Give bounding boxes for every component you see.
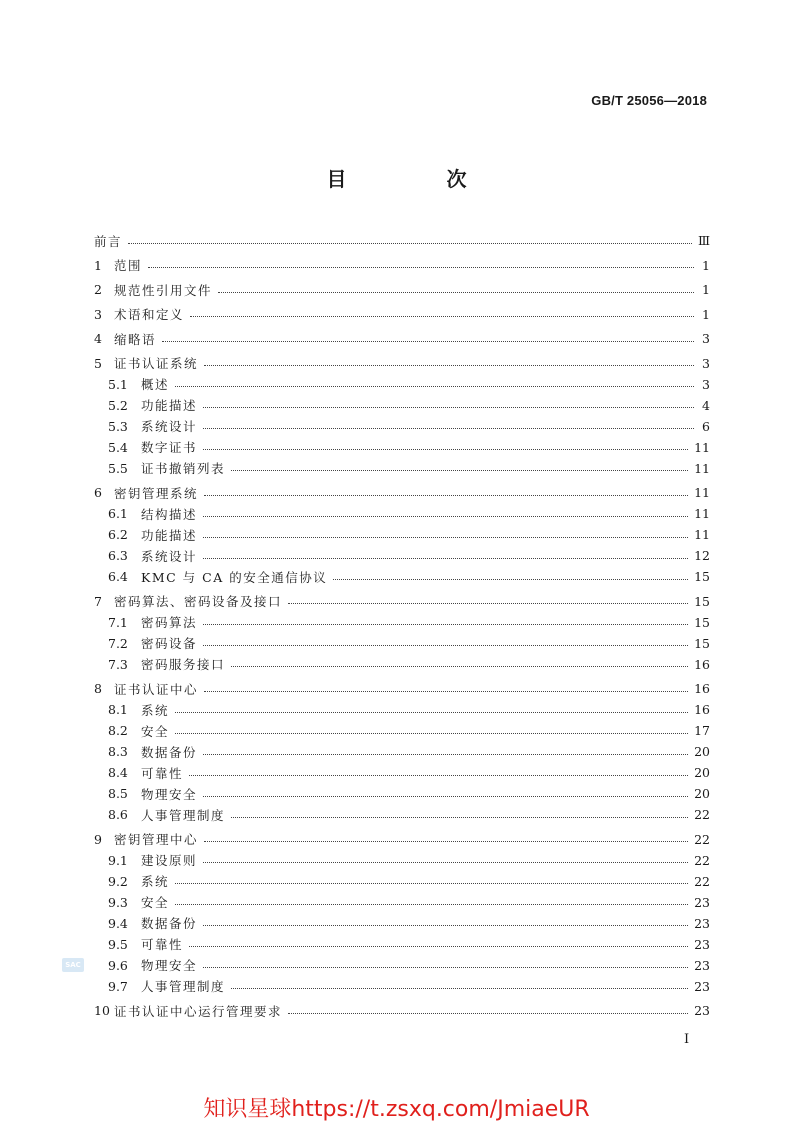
toc-entry-number: 7 — [94, 593, 102, 609]
toc-entry-number: 8.3 — [108, 744, 128, 759]
toc-entry-number: 9 — [94, 831, 102, 847]
toc-entry[interactable] — [94, 503, 710, 524]
toc-entry-label — [108, 568, 327, 586]
toc-entry[interactable] — [94, 720, 710, 741]
dot-leader — [175, 903, 688, 905]
dot-leader — [231, 987, 688, 989]
dot-leader — [203, 557, 688, 559]
toc-entry-page: 20 — [694, 744, 710, 759]
toc-entry-title: 人事管理制度 — [141, 807, 226, 823]
toc-entry[interactable] — [94, 783, 710, 804]
dot-leader — [190, 315, 694, 317]
toc-entry-label — [94, 830, 198, 848]
toc-entry-title: 功能描述 — [141, 527, 198, 543]
toc-entry-number: 6.2 — [108, 527, 128, 542]
toc-entry[interactable] — [94, 416, 710, 437]
toc-entry-page: 15 — [694, 614, 710, 630]
toc-entry-title: KMC 与 CA 的安全通信协议 — [141, 569, 328, 585]
toc-entry-number: 7.3 — [108, 656, 128, 672]
toc-entry-page: 3 — [702, 331, 710, 346]
toc-entry[interactable] — [94, 1000, 710, 1021]
toc-entry[interactable] — [94, 524, 710, 545]
toc-entry[interactable] — [94, 892, 710, 913]
toc-entry[interactable] — [94, 279, 710, 300]
dot-leader — [204, 690, 688, 692]
toc-entry-page: 12 — [694, 548, 710, 563]
toc-entry-page: 23 — [694, 957, 710, 973]
dot-leader — [128, 242, 692, 244]
dot-leader — [175, 732, 688, 734]
toc-entry[interactable] — [94, 804, 710, 825]
toc-entry-page: 15 — [694, 635, 710, 651]
toc-entry-number: 6.4 — [108, 569, 128, 584]
toc-entry-title: 系统 — [141, 702, 170, 718]
toc-entry-page: 22 — [694, 873, 710, 889]
toc-entry-label — [94, 680, 198, 698]
toc-entry[interactable] — [94, 699, 710, 720]
toc-entry[interactable] — [94, 741, 710, 762]
toc-entry-title: 结构描述 — [141, 506, 198, 522]
toc-entry-title: 规范性引用文件 — [114, 282, 213, 298]
dot-leader — [203, 966, 688, 968]
toc-entry[interactable] — [94, 304, 710, 325]
toc-entry[interactable] — [94, 913, 710, 934]
toc-entry-number: 9.3 — [108, 894, 128, 910]
toc-entry-label — [108, 526, 197, 544]
toc-entry-label — [108, 634, 197, 652]
toc-entry-label — [94, 1002, 282, 1020]
toc-entry-title: 密钥管理中心 — [114, 832, 199, 847]
toc-entry-page: 22 — [694, 807, 710, 822]
toc-entry[interactable] — [94, 230, 710, 251]
toc-entry[interactable] — [94, 612, 710, 633]
toc-entry[interactable] — [94, 976, 710, 997]
toc-entry-label — [108, 375, 169, 393]
toc-entry[interactable] — [94, 458, 710, 479]
toc-entry-page: 23 — [694, 978, 710, 994]
toc-entry-page: 11 — [694, 439, 710, 455]
toc-entry[interactable] — [94, 678, 710, 699]
toc-entry[interactable] — [94, 374, 710, 395]
toc-entry-page: 1 — [702, 306, 710, 322]
standard-code: GB/T 25056—2018 — [591, 93, 707, 108]
toc-entry-page: 16 — [694, 681, 710, 696]
toc-entry-title: 证书认证中心 — [114, 681, 199, 697]
toc-entry-label — [94, 592, 282, 610]
toc-entry-page: 15 — [694, 593, 710, 609]
toc-entry[interactable] — [94, 482, 710, 503]
dot-leader — [231, 665, 688, 667]
toc-entry[interactable] — [94, 934, 710, 955]
dot-leader — [203, 406, 694, 408]
toc-entry-title: 密码设备 — [141, 636, 198, 651]
dot-leader — [162, 340, 694, 342]
toc-entry-label — [108, 893, 169, 911]
toc-entry-label — [108, 806, 225, 824]
dot-leader — [203, 448, 688, 450]
toc-entry-number: 8 — [94, 681, 102, 696]
toc-entry[interactable] — [94, 654, 710, 675]
toc-entry-page: 23 — [694, 936, 710, 952]
toc-entry-page: 22 — [694, 852, 710, 868]
toc-entry-title: 系统设计 — [141, 548, 198, 564]
toc-entry-title: 证书认证中心运行管理要求 — [114, 1003, 283, 1019]
toc-entry-page: 4 — [702, 397, 710, 413]
toc-entry-title: 前言 — [94, 233, 123, 249]
toc-entry-label — [94, 484, 198, 502]
toc-entry-label — [94, 354, 198, 372]
toc-entry[interactable] — [94, 437, 710, 458]
toc-entry-number: 5.4 — [108, 439, 128, 455]
toc-entry-number: 9.6 — [108, 957, 128, 973]
toc-entry-label — [108, 935, 183, 953]
dot-leader — [203, 753, 688, 755]
toc-entry-title: 缩略语 — [114, 331, 157, 347]
toc-entry-title: 物理安全 — [141, 786, 198, 802]
toc-entry-page: 16 — [694, 702, 710, 717]
toc-entry-number: 7.2 — [108, 635, 128, 651]
toc-entry-label — [94, 256, 142, 274]
toc-entry-title: 证书认证系统 — [114, 356, 199, 371]
toc-entry-page: 11 — [694, 460, 710, 476]
toc-entry-page: 15 — [694, 569, 710, 584]
dot-leader — [288, 602, 688, 604]
toc-entry-number: 5.5 — [108, 460, 128, 476]
toc-entry-title: 数字证书 — [141, 440, 198, 455]
dot-leader — [203, 536, 688, 538]
toc-entry-title: 术语和定义 — [114, 307, 185, 322]
toc-entry-number: 5.3 — [108, 418, 128, 434]
toc-entry-page: 11 — [694, 506, 710, 521]
dot-leader — [218, 291, 694, 293]
dot-leader — [203, 644, 688, 646]
toc-entry-number: 8.2 — [108, 723, 128, 738]
toc-entry-number: 4 — [94, 331, 102, 346]
toc-entry-label — [108, 547, 197, 565]
toc-entry-page: 17 — [694, 723, 710, 738]
toc-entry-label — [94, 305, 184, 323]
toc-entry-label — [94, 232, 122, 250]
dot-leader — [175, 711, 688, 713]
dot-leader — [203, 861, 688, 863]
dot-leader — [189, 945, 688, 947]
dot-leader — [231, 816, 688, 818]
toc-entry[interactable] — [94, 762, 710, 783]
toc-entry-number: 6.1 — [108, 506, 128, 521]
toc-entry-page: 3 — [702, 355, 710, 371]
toc-entry-number: 7.1 — [108, 614, 128, 630]
toc-entry-number: 6.3 — [108, 548, 128, 563]
toc-entry-label — [108, 701, 169, 719]
toc-entry-number: 8.4 — [108, 765, 128, 780]
toc-entry-title: 密码算法 — [141, 615, 198, 630]
toc-entry-label — [108, 914, 197, 932]
toc-entry-title: 安全 — [141, 895, 170, 910]
toc-entry-number: 2 — [94, 282, 102, 297]
toc-entry-number: 3 — [94, 306, 102, 322]
dot-leader — [204, 364, 694, 366]
toc-entry-label — [108, 655, 225, 673]
toc-entry-number: 9.7 — [108, 978, 128, 994]
watermark-link[interactable]: 知识星球https://t.zsxq.com/JmiaeUR — [203, 1097, 590, 1122]
toc-entry-title: 密钥管理系统 — [114, 485, 199, 501]
toc-entry-number: 8.6 — [108, 807, 128, 822]
dot-leader — [189, 774, 688, 776]
toc-entry-page: 22 — [694, 831, 710, 847]
toc-entry-label — [108, 459, 225, 477]
toc-entry-title: 可靠性 — [141, 765, 184, 781]
dot-leader — [288, 1012, 688, 1014]
toc-entry[interactable] — [94, 255, 710, 276]
toc-entry-page: 16 — [694, 656, 710, 672]
toc-entry-label — [108, 956, 197, 974]
toc-entry-number: 5.1 — [108, 376, 128, 392]
toc-entry[interactable] — [94, 566, 710, 587]
toc-entry-title: 可靠性 — [141, 937, 184, 952]
toc-entry-number: 9.1 — [108, 852, 128, 868]
side-logo-mark: SAC — [62, 958, 84, 972]
dot-leader — [203, 924, 688, 926]
toc-entry-page: 6 — [702, 418, 710, 434]
dot-leader — [203, 623, 688, 625]
toc-entry-title: 安全 — [141, 723, 170, 739]
toc-entry-label — [108, 785, 197, 803]
toc-entry-title: 数据备份 — [141, 916, 198, 931]
toc-entry-title: 范围 — [114, 258, 143, 273]
toc-entry-page: 20 — [694, 786, 710, 801]
toc-entry-page: 23 — [694, 894, 710, 910]
toc-entry-label — [108, 613, 197, 631]
toc-entry-title: 密码服务接口 — [141, 657, 226, 672]
toc-entry-title: 证书撤销列表 — [141, 461, 226, 476]
toc-entry-page: 1 — [702, 257, 710, 273]
dot-leader — [203, 795, 688, 797]
toc-entry-label — [108, 417, 197, 435]
toc-entry-label — [108, 722, 169, 740]
toc-entry-page: 11 — [694, 527, 710, 542]
toc-entry-number: 9.5 — [108, 936, 128, 952]
toc-entry-number: 5 — [94, 355, 102, 371]
toc-entry-title: 数据备份 — [141, 744, 198, 760]
toc-entry-label — [108, 743, 197, 761]
toc-entry-number: 9.2 — [108, 873, 128, 889]
toc-entry[interactable] — [94, 871, 710, 892]
toc-entry-title: 系统 — [141, 874, 170, 889]
toc-entry[interactable] — [94, 829, 710, 850]
toc-entry-label — [94, 330, 156, 348]
toc-entry-title: 概述 — [141, 377, 170, 392]
toc-entry-title: 建设原则 — [141, 853, 198, 868]
toc-entry-page: Ⅲ — [697, 233, 710, 248]
toc-entry-number: 6 — [94, 485, 102, 500]
toc-entry-title: 密码算法、密码设备及接口 — [114, 594, 283, 609]
toc-entry-label — [108, 505, 197, 523]
toc-entry-number: 10 — [94, 1003, 110, 1018]
toc-entry-label — [108, 872, 169, 890]
toc-entry[interactable] — [94, 328, 710, 349]
toc-entry-number: 8.1 — [108, 702, 128, 717]
dot-leader — [203, 515, 688, 517]
toc-entry-page: 23 — [694, 915, 710, 931]
dot-leader — [175, 385, 694, 387]
toc-entry-page: 23 — [694, 1003, 710, 1018]
toc-entry-page: 11 — [694, 485, 710, 500]
dot-leader — [204, 840, 688, 842]
toc-entry-label — [108, 977, 225, 995]
page-title: 目 次 — [326, 167, 507, 191]
toc-entry-title: 物理安全 — [141, 958, 198, 973]
toc-entry[interactable] — [94, 633, 710, 654]
toc-entry-title: 功能描述 — [141, 398, 198, 413]
toc-entry-label — [108, 851, 197, 869]
toc-entry-number: 9.4 — [108, 915, 128, 931]
dot-leader — [333, 578, 688, 580]
dot-leader — [231, 469, 688, 471]
toc-entry[interactable] — [94, 850, 710, 871]
dot-leader — [175, 882, 688, 884]
toc-entry-page: 3 — [702, 376, 710, 392]
toc-entry-label — [108, 396, 197, 414]
toc-entry-page: 20 — [694, 765, 710, 780]
toc-entry-number: 8.5 — [108, 786, 128, 801]
toc-entry-number: 5.2 — [108, 397, 128, 413]
toc-entry[interactable] — [94, 353, 710, 374]
toc-entry-label — [94, 281, 212, 299]
toc-entry-number: 1 — [94, 257, 102, 273]
page-number: I — [684, 1032, 690, 1047]
toc-entry-page: 1 — [702, 282, 710, 297]
toc-entry-title: 系统设计 — [141, 419, 198, 434]
toc-entry[interactable] — [94, 591, 710, 612]
toc-entry-title: 人事管理制度 — [141, 979, 226, 994]
dot-leader — [148, 266, 694, 268]
toc-entry-label — [108, 764, 183, 782]
toc-entry-label — [108, 438, 197, 456]
dot-leader — [203, 427, 694, 429]
toc-entry[interactable] — [94, 955, 710, 976]
toc-entry[interactable] — [94, 545, 710, 566]
dot-leader — [204, 494, 688, 496]
toc-entry[interactable] — [94, 395, 710, 416]
